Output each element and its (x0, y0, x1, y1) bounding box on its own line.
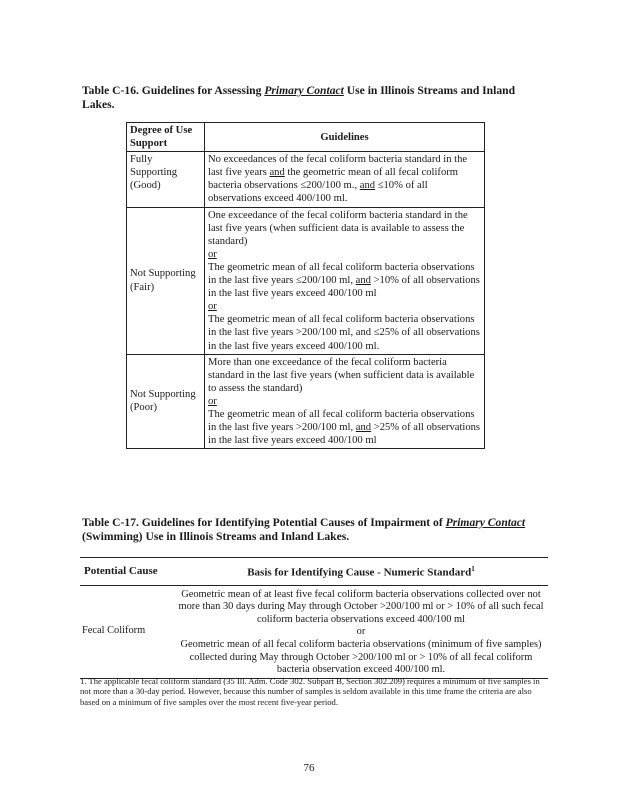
header-guidelines: Guidelines (205, 123, 485, 152)
basis-or: or (356, 626, 366, 638)
guideline-and: and (355, 422, 372, 434)
cause-fecal-coliform (80, 586, 174, 678)
table-c17-caption-emphasis: Primary Contact (445, 516, 526, 529)
guideline-paragraph: More than one exceedance of the fecal coliform bacteria standard in the last five years (when sufficient data is available to assess the standard) (208, 356, 475, 394)
guideline-paragraph: The geometric mean of all fecal coliform bacteria observations in the last five years >200/100 ml, and ≤25% of all observations in the last five years exceed 400/100 ml. (208, 314, 480, 352)
table-row (127, 354, 485, 449)
guideline-text: No exceedances of the fecal coliform bacteria standard in the last five years (208, 154, 468, 179)
row-label-not-supporting-fair: Not Supporting (Fair) (127, 207, 205, 354)
guideline-text: The geometric mean of all fecal coliform bacteria observations in the last five years ≤200/100 ml, (208, 261, 475, 287)
table-c17-footnote: 1. The applicable fecal coliform standard (35 Ill. Adm. Code 302. Subpart B, Section 302.209) requires a minimum of five samples in not more than a 30-day period. However, because this number of samples is seldom available in this time frame the criteria are also based on a minimum of five samples over the most recent five-year period. (80, 676, 540, 707)
guideline-text: >10% of all observations in the last five years exceed 400/100 ml (208, 275, 480, 300)
table-c16-caption-emphasis: Primary Contact (264, 84, 344, 97)
basis-paragraph: Geometric mean of all fecal coliform bacteria observations (minimum of five samples) collected during May through October >200/100 ml or > 10% of all fecal coliform bacteria observation exceed 400/100 ml. (180, 639, 542, 676)
table-c17-header-row (80, 557, 548, 586)
row-label-not-supporting-poor: Not Supporting (Poor) (127, 354, 205, 449)
guideline-paragraph: One exceedance of the fecal coliform bacteria standard in the last five years (when sufficient data is available to assess the standard) (208, 209, 468, 247)
row-guideline-not-supporting-fair (205, 207, 485, 354)
table-c17-caption-suffix: (Swimming) Use in Illinois Streams and Inland Lakes. (82, 530, 350, 543)
table-c17 (80, 557, 548, 679)
guideline-and: and (355, 275, 371, 287)
guideline-text: >25% of all observations in the last five years exceed 400/100 ml (208, 422, 481, 447)
row-label-fully-supporting: Fully Supporting (Good) (127, 152, 205, 207)
guideline-and: and (269, 167, 285, 179)
guideline-text: The geometric mean of all fecal coliform bacteria observations in the last five years >200/100 ml, (208, 408, 475, 434)
page-number: 76 (303, 762, 315, 774)
table-row (127, 152, 485, 207)
guideline-and: and (359, 180, 376, 192)
table-c16 (126, 122, 485, 449)
guideline-or: or (208, 248, 217, 260)
basis-cell (174, 586, 548, 678)
header-basis (174, 565, 548, 579)
header-degree-of-use-support: Degree of Use Support (127, 123, 205, 152)
guideline-or: or (208, 301, 217, 313)
guideline-paragraph (208, 261, 481, 300)
table-row (127, 207, 485, 354)
cause-label: Fecal Coliform (82, 625, 146, 637)
table-c16-caption-suffix: Use in Illinois Streams and Inland Lakes. (82, 84, 516, 111)
table-c16-header-row (127, 123, 485, 152)
basis-paragraph: Geometric mean of at least five fecal coliform bacteria observations collected over not more than 30 days during May through October >200/100 ml or > 10% of all such fecal coliform bacteria observations exceed 400/100 ml (178, 588, 544, 625)
header-potential-cause: Potential Cause (84, 565, 158, 577)
footnote-marker: 1 (471, 565, 475, 573)
guideline-text: ≤10% of all observations exceed 400/100 ml. (208, 180, 428, 205)
table-c17-caption (82, 516, 552, 544)
row-guideline-not-supporting-poor (205, 354, 485, 449)
table-row (80, 586, 548, 679)
table-c16-caption-prefix: Table C-16. Guidelines for Assessing (82, 84, 265, 97)
guideline-or: or (208, 395, 217, 407)
guideline-text: the geometric mean of all fecal coliform bacteria observations ≤200/100 m., (208, 167, 459, 192)
table-c17-caption-prefix: Table C-17. Guidelines for Identifying Potential Causes of Impairment of (82, 516, 446, 529)
header-basis-text: Basis for Identifying Cause - Numeric Standard (247, 566, 472, 579)
row-guideline-fully-supporting (205, 152, 485, 207)
table-c16-caption (82, 84, 532, 112)
guideline-paragraph (208, 408, 481, 447)
